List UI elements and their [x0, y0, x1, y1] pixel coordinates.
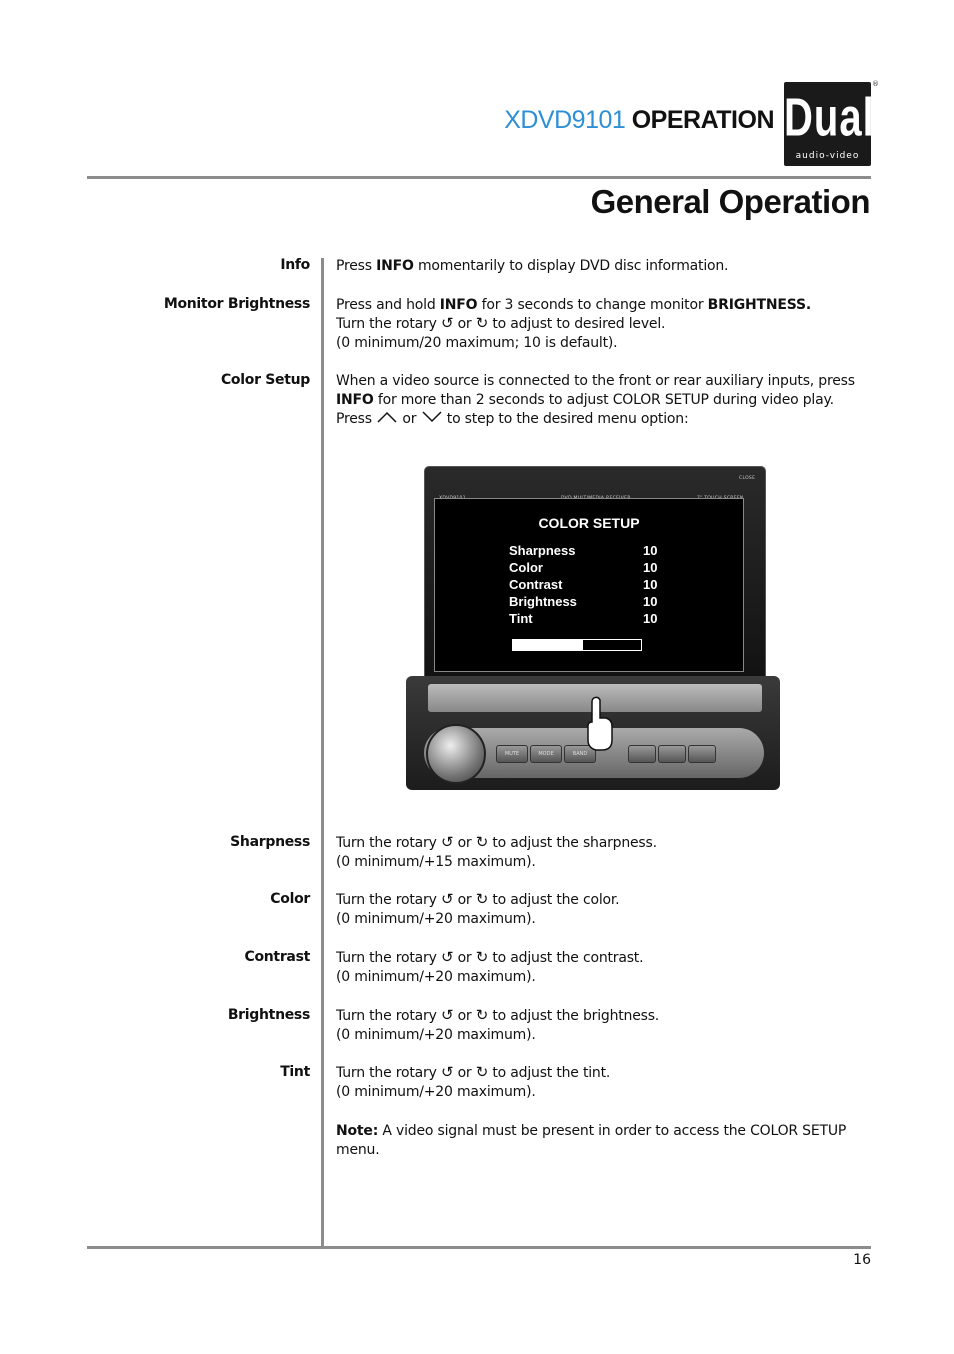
sharp-or: or — [453, 835, 476, 851]
screen-title: COLOR SETUP — [538, 515, 640, 531]
rotary-ccw-icon: ↺ — [440, 314, 454, 332]
text-color-setup — [336, 372, 876, 429]
cs-line2: for more than 2 seconds to adjust COLOR SETUP during video play. — [373, 392, 834, 408]
cs-line3a: Press — [336, 411, 377, 427]
label-info: Info — [280, 257, 310, 273]
bright-or: or — [453, 1008, 476, 1024]
mb-line2a: Turn the rotary — [336, 316, 441, 332]
text-contrast — [336, 949, 876, 987]
note — [336, 1122, 876, 1160]
column-divider — [321, 258, 324, 1246]
level-bar-fill — [513, 640, 583, 650]
text-info — [336, 257, 876, 276]
mb-line2b: to adjust to desired level. — [488, 316, 666, 332]
logo-subtitle: audio-video — [795, 151, 860, 161]
text-color — [336, 891, 876, 929]
screen-row-label: Sharpness — [509, 543, 576, 558]
rotary-cw-icon: ↻ — [475, 314, 489, 332]
registered-mark: ® — [872, 80, 879, 88]
rotary-ccw-icon: ↺ — [440, 890, 454, 908]
operation-label: OPERATION — [631, 106, 774, 134]
mb-text-2: for 3 seconds to change monitor — [477, 297, 708, 313]
dvd-receiver-illustration — [404, 460, 782, 792]
mb-key-2: BRIGHTNESS. — [707, 297, 812, 313]
footer-rule — [87, 1246, 871, 1249]
mute-button: MUTE — [496, 745, 528, 763]
color-b: to adjust the color. — [488, 892, 620, 908]
rotary-knob — [426, 724, 486, 784]
chevron-up-icon — [376, 410, 398, 424]
note-label: Note: — [336, 1123, 379, 1139]
cs-line3c: to step to the desired menu option: — [442, 411, 689, 427]
sharp-a: Turn the rotary — [336, 835, 441, 851]
header-rule — [87, 176, 871, 179]
contrast-range: (0 minimum/+20 maximum). — [336, 969, 536, 985]
screen-row-value: 10 — [643, 577, 658, 592]
screen-row-value: 10 — [643, 560, 658, 575]
dual-logo — [784, 82, 875, 166]
label-brightness: Brightness — [227, 1007, 310, 1023]
contrast-b: to adjust the contrast. — [488, 950, 644, 966]
page-number: 16 — [853, 1252, 871, 1268]
tint-range: (0 minimum/+20 maximum). — [336, 1084, 536, 1100]
bright-range: (0 minimum/+20 maximum). — [336, 1027, 536, 1043]
screen-row-value: 10 — [643, 543, 658, 558]
label-color: Color — [270, 891, 310, 907]
text-sharpness — [336, 834, 876, 872]
rotary-ccw-icon: ↺ — [440, 833, 454, 851]
bright-a: Turn the rotary — [336, 1008, 441, 1024]
label-sharpness: Sharpness — [230, 834, 310, 850]
sharp-range: (0 minimum/+15 maximum). — [336, 854, 536, 870]
info-text-2: momentarily to display DVD disc information. — [413, 258, 729, 274]
screen-row-value: 10 — [643, 594, 658, 609]
screen-row-label: Brightness — [509, 594, 577, 609]
screen-row-label: Tint — [509, 611, 533, 626]
mode-button: MODE — [530, 745, 562, 763]
mb-line3: (0 minimum/20 maximum; 10 is default). — [336, 335, 618, 351]
rotary-cw-icon: ↻ — [475, 1006, 489, 1024]
mb-text-1: Press and hold — [336, 297, 440, 313]
label-color-setup: Color Setup — [220, 372, 310, 388]
page-title: General Operation — [590, 183, 870, 220]
close-label: CLOSE — [739, 476, 756, 481]
text-brightness — [336, 1007, 876, 1045]
color-setup-screen — [434, 498, 744, 672]
note-text-2: menu. — [336, 1142, 380, 1158]
info-key: INFO — [376, 258, 414, 274]
note-text: A video signal must be present in order to access the COLOR SETUP — [378, 1123, 847, 1139]
prev-button — [628, 745, 656, 763]
header-title — [504, 106, 774, 135]
cs-line3b: or — [398, 411, 421, 427]
logo-word: Dual — [784, 88, 875, 148]
chevron-down-icon — [421, 410, 443, 424]
text-tint — [336, 1064, 876, 1102]
rotary-cw-icon: ↻ — [475, 1063, 489, 1081]
tint-b: to adjust the tint. — [488, 1065, 611, 1081]
info-text-1: Press — [336, 258, 377, 274]
label-contrast: Contrast — [244, 949, 310, 965]
color-or: or — [453, 892, 476, 908]
screen-row-label: Contrast — [509, 577, 563, 592]
label-tint: Tint — [280, 1064, 310, 1080]
cs-line1: When a video source is connected to the front or rear auxiliary inputs, press — [336, 373, 855, 389]
mb-key-1: INFO — [439, 297, 478, 313]
screen-row-label: Color — [509, 560, 543, 575]
play-pause-button — [658, 745, 686, 763]
tint-or: or — [453, 1065, 476, 1081]
rotary-ccw-icon: ↺ — [440, 1063, 454, 1081]
tint-a: Turn the rotary — [336, 1065, 441, 1081]
rotary-ccw-icon: ↺ — [440, 1006, 454, 1024]
next-button — [688, 745, 716, 763]
screen-row-value: 10 — [643, 611, 658, 626]
rotary-cw-icon: ↻ — [475, 833, 489, 851]
contrast-or: or — [453, 950, 476, 966]
contrast-a: Turn the rotary — [336, 950, 441, 966]
sharp-b: to adjust the sharpness. — [488, 835, 657, 851]
mb-or: or — [453, 316, 476, 332]
level-bar — [512, 639, 642, 651]
color-a: Turn the rotary — [336, 892, 441, 908]
bright-b: to adjust the brightness. — [488, 1008, 660, 1024]
rotary-cw-icon: ↻ — [475, 948, 489, 966]
rotary-ccw-icon: ↺ — [440, 948, 454, 966]
color-range: (0 minimum/+20 maximum). — [336, 911, 536, 927]
text-monitor-brightness — [336, 296, 876, 353]
pointing-hand-icon — [582, 696, 618, 752]
label-monitor-brightness: Monitor Brightness — [163, 296, 310, 312]
cs-key: INFO — [336, 392, 374, 408]
model-name: XDVD9101 — [504, 106, 626, 134]
band-button: BAND — [564, 745, 596, 763]
rotary-cw-icon: ↻ — [475, 890, 489, 908]
